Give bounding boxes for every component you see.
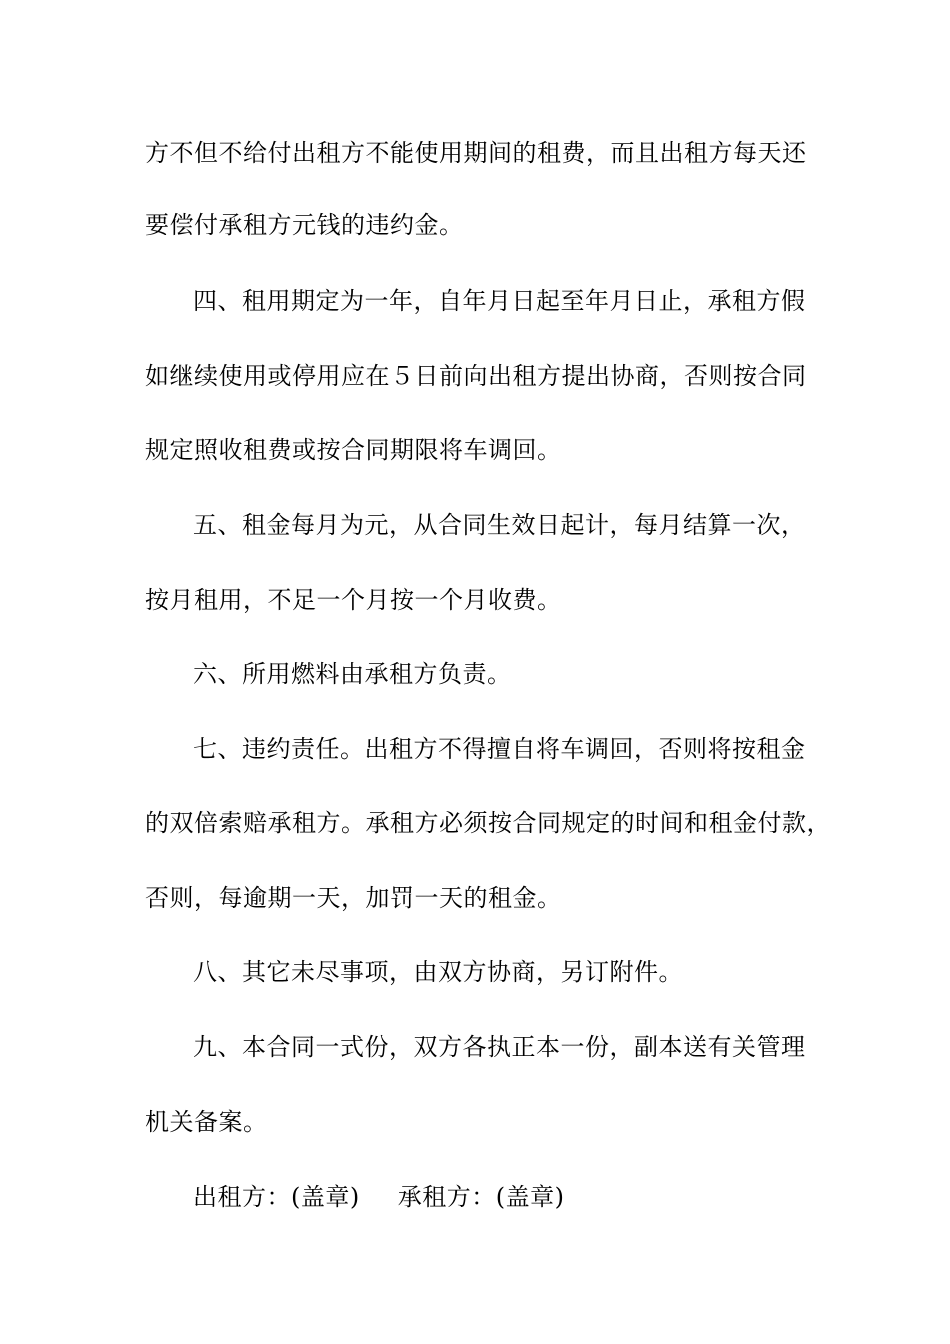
text-line: 九、本合同一式份，双方各执正本一份，副本送有关管理 <box>193 1033 806 1061</box>
text-line: 如继续使用或停用应在５日前向出租方提出协商，否则按合同 <box>145 362 807 390</box>
lessee-signature: 承租方：(盖章) <box>397 1183 565 1211</box>
text-line: 四、租用期定为一年，自年月日起至年月日止，承租方假 <box>193 287 806 315</box>
text-line: 五、租金每月为元，从合同生效日起计，每月结算一次， <box>193 511 806 539</box>
lessor-signature: 出租方：(盖章) <box>193 1183 360 1211</box>
text-line: 方不但不给付出租方不能使用期间的租费，而且出租方每天还 <box>145 139 807 167</box>
text-line: 否则，每逾期一天，加罚一天的租金。 <box>145 884 562 912</box>
text-line: 的双倍索赔承租方。承租方必须按合同规定的时间和租金付款， <box>145 809 831 837</box>
text-line: 七、违约责任。出租方不得擅自将车调回，否则将按租金 <box>193 735 806 763</box>
text-line: 六、所用燃料由承租方负责。 <box>193 660 512 688</box>
text-line: 机关备案。 <box>145 1108 268 1136</box>
signature-line <box>193 1182 564 1212</box>
text-line: 规定照收租费或按合同期限将车调回。 <box>145 436 562 464</box>
text-line: 按月租用，不足一个月按一个月收费。 <box>145 586 562 614</box>
text-line: 要偿付承租方元钱的违约金。 <box>145 211 464 239</box>
text-line: 八、其它未尽事项，由双方协商，另订附件。 <box>193 958 683 986</box>
